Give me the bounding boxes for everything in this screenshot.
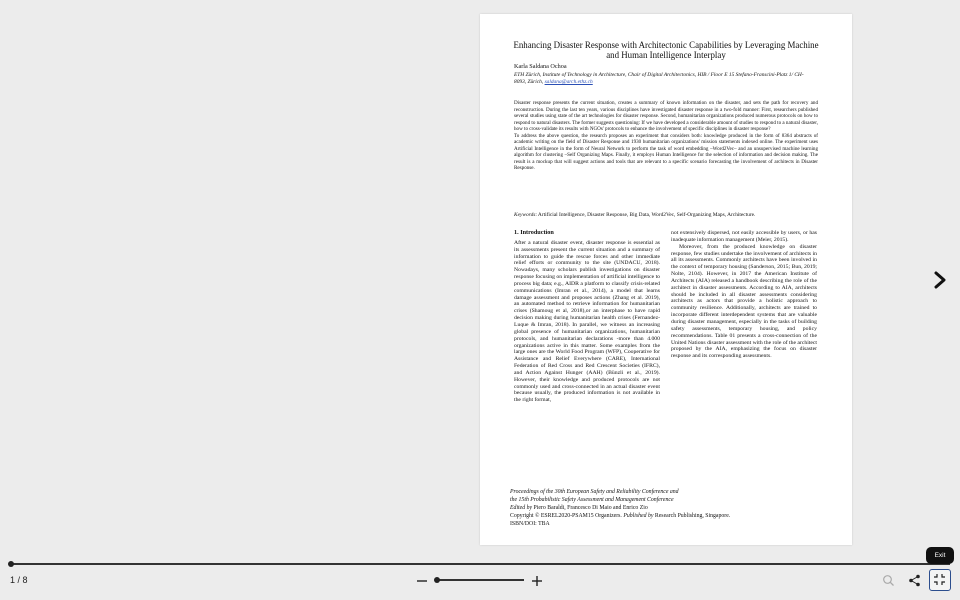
search-icon — [882, 574, 895, 587]
abstract-paragraph-2: To address the above question, the research proposes an experiment that considers both: knowledge produced in the form of 8364 abstracts of academic writing on the field of Disaster Response and 1930 humanitarian organizations' mission statements indexed online. The experiment uses Artificial Intelligence in the form of Neural Network to perform the task of word embedding –Word2Vec– and an unsupervised machine learning algorithm for clustering –Self Organizing Maps. Finally, it employs Human Intelligence for the selection of information and decision making. The result is a mockup that will suggest actions and tools that are relevant to a specific scenario forecasting the involvement of architects in Disaster Response. — [514, 132, 818, 172]
plus-icon — [531, 575, 543, 587]
publisher-name: Research Publishing, Singapore. — [653, 513, 731, 519]
column-right — [671, 230, 817, 360]
page-progress-track[interactable] — [10, 563, 950, 565]
keywords-text: : Artificial Intelligence, Disaster Response, Big Data, Word2Vec, Self-Organizing Maps, Architecture. — [535, 212, 756, 218]
zoom-in-button[interactable] — [531, 574, 543, 586]
footer-copyright — [510, 512, 830, 520]
edited-by-label: Edited by — [510, 505, 533, 511]
column-left — [514, 230, 660, 404]
exit-tooltip: Exit — [926, 547, 954, 564]
footer-editors — [510, 504, 830, 512]
email-link[interactable]: saldana@arch.ethz.ch — [544, 79, 593, 86]
exit-fullscreen-button[interactable] — [929, 569, 951, 591]
keywords — [514, 212, 818, 218]
footer-line-2: the 15th Probabilistic Safety Assessment and Management Conference — [510, 497, 674, 503]
footer-line-1: Proceedings of the 30th European Safety and Reliability Conference and — [510, 489, 679, 495]
abstract — [514, 100, 818, 172]
zoom-slider-handle[interactable] — [434, 577, 440, 583]
paper-author: Karla Saldana Ochoa — [514, 63, 567, 70]
pdf-page — [480, 14, 852, 545]
exit-fullscreen-icon — [933, 573, 946, 586]
share-icon — [908, 574, 921, 587]
next-page-button[interactable] — [930, 270, 950, 290]
footer-isbn: ISBN/DOI: TBA — [510, 521, 550, 527]
section-heading: 1. Introduction — [514, 229, 554, 236]
intro-paragraph-1-cont: not extensively dispersed, not easily accessible by users, or has inadequate information management (Meier, 2015). — [671, 230, 817, 243]
keywords-label: Keywords — [514, 212, 536, 218]
viewer-toolbar — [0, 567, 960, 600]
copyright-text: Copyright © ESREL2020-PSAM15 Organizers. — [510, 513, 622, 519]
zoom-out-button[interactable] — [416, 574, 428, 586]
proceedings-footer — [510, 488, 830, 528]
search-button[interactable] — [882, 574, 895, 587]
intro-paragraph-2: Moreover, from the produced knowledge on disaster response, few studies undertake the involvement of architects in all its assessments. Commonly architects have been involved in the context of temporary housing (Sanderson, 2015; Bun, 2019; Nolte, 2104). However, in 2017 the American Institute of Architects (AIA) released a handbook describing the role of the architect in disaster assessments. According to AIA, architects should be included in all disaster assessments considering architects as actors that provide a holistic approach to community resilience. Additionally, architects are trained to incorporate different interdependent systems that are valuable during disaster management, especially in the tasks of building safety assessments, temporary housing, and policy recommendations. Table 01 presents a cross-connection of the United Nations disaster assessment with the role of the architect proposed by the AIA, emphasizing the focus on disaster response and its corresponding assessments. — [671, 243, 817, 360]
minus-icon — [416, 575, 428, 587]
published-by-label: Published by — [623, 513, 654, 519]
intro-paragraph-1: After a natural disaster event, disaster response is essential as its assessments present the current situation and a summary of information to guide the rescue forces and other immediate relief efforts or community to the site (UNDACU, 2018). Nowadays, many scholars publish investigations on disaster response focusing on implementation of artificial intelligence to process big data; e.g., AIDR a platform to classify crisis-related communications (Imran et al., 2014), a model that learns damage assessment and proposes actions (Zhang et al. 2019), an automated method to retrieve information for humanitarian crises (Shamoug et al, 2018),or an interphase to have rapid decision making during humanitarian health crises (Fernandez-Luque & Imran, 2018). In parallel, we witness an increasing global presence of humanitarian organizations, humanitarian protocols, and humanitarian declarations -more than 4.000 organizations active in this matter. Some examples from the large ones are the World Food Program (WFP), Cooperative for Assistance and Relief Everywhere (CARE), International Federation of Red Cross and Red Crescent Societies (IFRC), and Action Against Hunger (AAH) (Bünzli et al., 2019). However, their knowledge and produced protocols are not commonly used and cross-connected in an actual disaster event because usually, the produced information is not available in the right format, — [514, 239, 660, 404]
share-button[interactable] — [908, 574, 921, 587]
chevron-right-icon — [930, 270, 950, 290]
paper-title: Enhancing Disaster Response with Architectonic Capabilities by Leveraging Machine and Human Intelligence Interplay — [513, 40, 819, 61]
page-indicator: 1 / 8 — [10, 575, 28, 585]
paper-affiliation — [514, 72, 814, 86]
zoom-slider-track[interactable] — [436, 579, 524, 581]
abstract-paragraph-1: Disaster response presents the current situation, creates a summary of known information on the disaster, and sets the path for recovery and reconstruction. During the last ten years, various disciplines have investigated disaster response in a two-fold manner: First, researchers published several studies using state of the art technologies for disaster response. Second, humanitarian organizations produced numerous protocols on how to respond to natural disasters. The former suggests questioning: If we have developed a considerable amount of studies to respond to a natural disaster, how to cross-validate its results with NGOs' protocols to enhance the involvement of specific disciplines in disaster response? — [514, 100, 818, 133]
editors-names: Piero Baraldi, Francesco Di Maio and Enrico Zio — [532, 505, 648, 511]
affiliation-text: ETH Zürich, Institute of Technology in Architecture, Chair of Digital Architectonics, HIB / Floor E 15 Stefano-Franscini-Platz 1/ CH-8093, Zürich, — [514, 72, 804, 86]
